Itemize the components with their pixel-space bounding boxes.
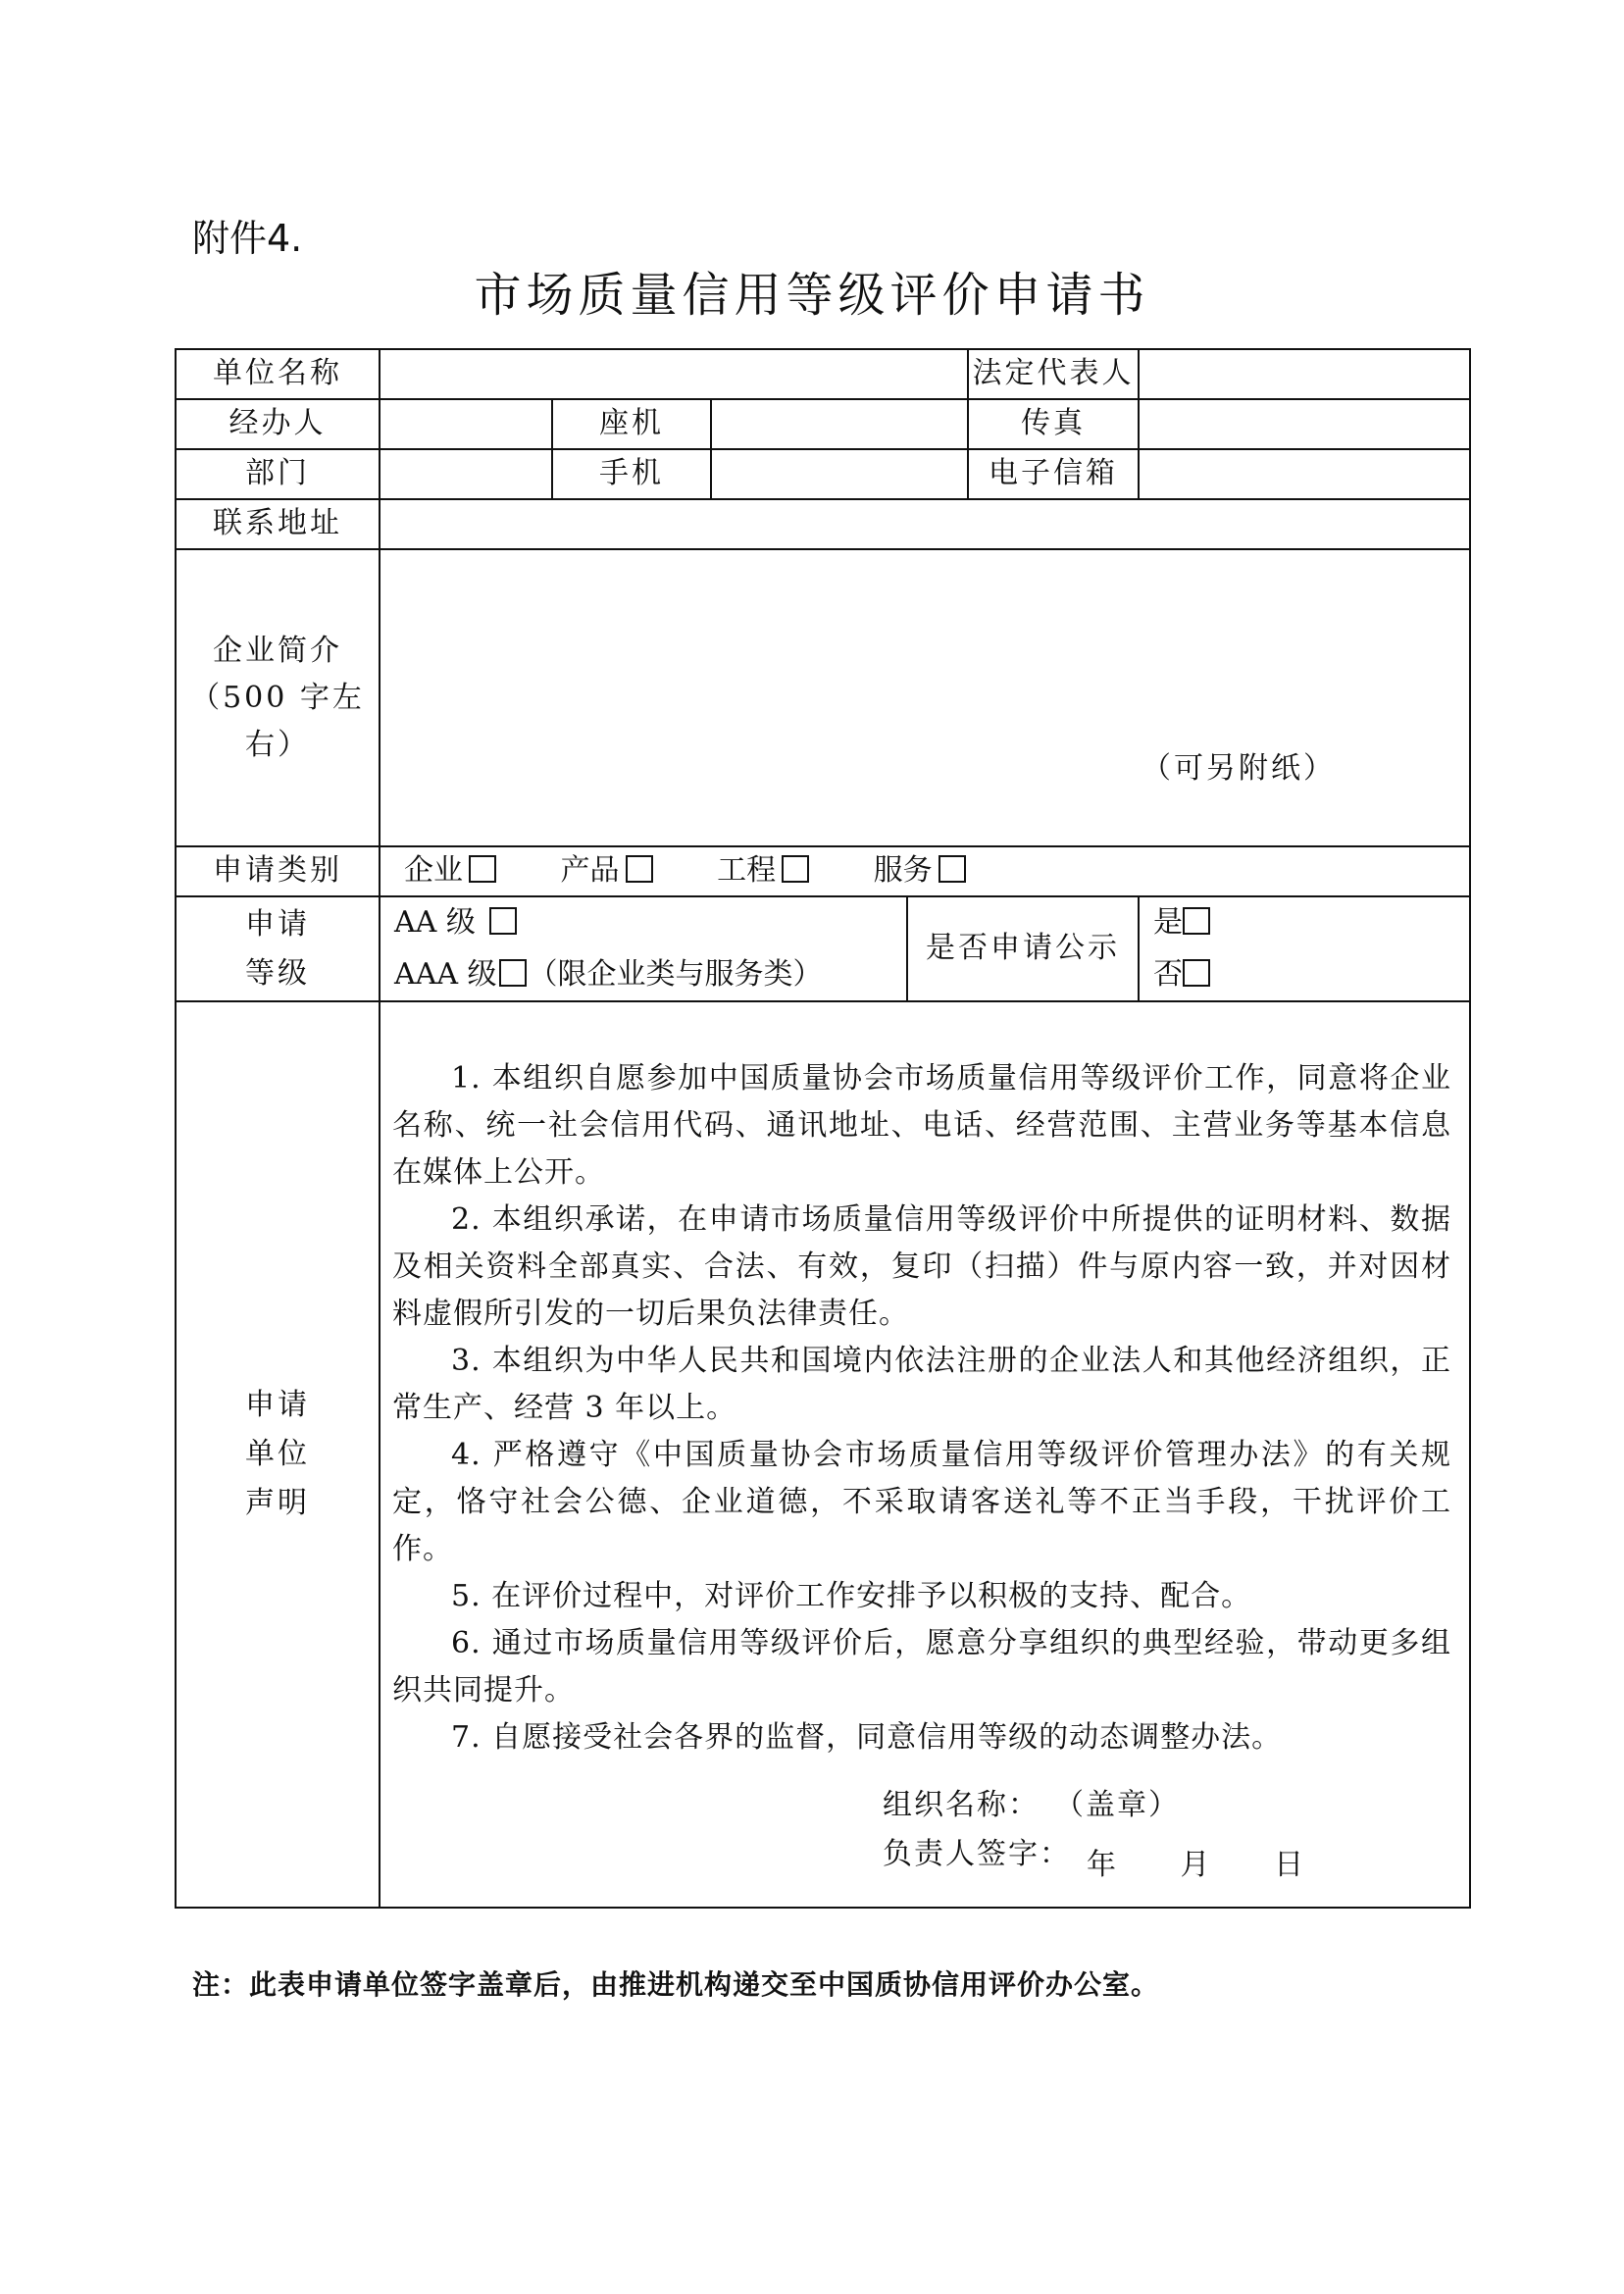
org-name-label: 组织名称： bbox=[883, 1788, 1040, 1822]
company-intro-label bbox=[176, 549, 380, 846]
checkbox-enterprise[interactable] bbox=[469, 855, 496, 883]
application-form-table bbox=[175, 348, 1471, 1909]
row-level bbox=[176, 896, 1470, 1001]
declaration-content bbox=[380, 1001, 1470, 1908]
unit-name-label: 单位名称 bbox=[176, 349, 380, 399]
checkbox-aaa[interactable] bbox=[499, 959, 527, 987]
department-field[interactable] bbox=[380, 449, 552, 499]
checkbox-product[interactable] bbox=[626, 855, 653, 883]
category-engineering-label: 工程 bbox=[717, 853, 777, 889]
date-day-label: 日 bbox=[1274, 1847, 1306, 1882]
category-label: 申请类别 bbox=[176, 846, 380, 896]
checkbox-publicity-yes[interactable] bbox=[1183, 907, 1210, 935]
declaration-item: 5. 在评价过程中，对评价工作安排予以积极的支持、配合。 bbox=[451, 1579, 1252, 1613]
category-option-engineering[interactable] bbox=[717, 853, 809, 888]
declaration-item: 3. 本组织为中华人民共和国境内依法注册的企业法人和其他经济组织，正常生产、经营 3 年以上。 bbox=[392, 1344, 1451, 1425]
level-label-line: 等级 bbox=[245, 955, 310, 991]
date-line[interactable] bbox=[1087, 1846, 1356, 1886]
mobile-field[interactable] bbox=[711, 449, 968, 499]
email-label: 电子信箱 bbox=[968, 449, 1139, 499]
landline-label: 座机 bbox=[552, 399, 711, 449]
address-field[interactable] bbox=[380, 499, 1470, 549]
level-aaa-label: AAA 级 bbox=[394, 956, 497, 992]
publicity-options bbox=[1139, 896, 1470, 1001]
date-year-label: 年 bbox=[1087, 1847, 1118, 1882]
date-month-label: 月 bbox=[1180, 1847, 1212, 1882]
declaration-label bbox=[176, 1001, 380, 1908]
declaration-item: 4. 严格遵守《中国质量协会市场质量信用等级评价管理办法》的有关规定，恪守社会公德、企业道德，不采取请客送礼等不正当手段，干扰评价工作。 bbox=[392, 1438, 1451, 1566]
row-category bbox=[176, 846, 1470, 896]
row-department bbox=[176, 449, 1470, 499]
declaration-label-line: 单位 bbox=[245, 1437, 310, 1471]
company-intro-field[interactable] bbox=[380, 549, 1470, 846]
declaration-label-line: 申请 bbox=[245, 1388, 310, 1422]
category-product-label: 产品 bbox=[560, 853, 620, 889]
category-option-service[interactable] bbox=[874, 853, 966, 888]
level-option-aa[interactable] bbox=[394, 897, 906, 949]
category-option-enterprise[interactable] bbox=[404, 853, 496, 888]
level-aaa-restriction: （限企业类与服务类） bbox=[528, 956, 823, 992]
level-label-line: 申请 bbox=[245, 906, 310, 942]
attach-extra-note: （可另附纸） bbox=[1142, 750, 1336, 786]
landline-field[interactable] bbox=[711, 399, 968, 449]
category-option-product[interactable] bbox=[561, 853, 653, 888]
declaration-item: 2. 本组织承诺，在申请市场质量信用等级评价中所提供的证明材料、数据及相关资料全部真实、合法、有效，复印（扫描）件与原内容一致，并对因材料虚假所引发的一切后果负法律责任。 bbox=[392, 1202, 1451, 1331]
document-title: 市场质量信用等级评价申请书 bbox=[474, 268, 1150, 323]
fax-field[interactable] bbox=[1139, 399, 1470, 449]
declaration-label-line: 声明 bbox=[245, 1486, 310, 1520]
level-option-aaa[interactable] bbox=[394, 949, 906, 1001]
publicity-option-yes[interactable] bbox=[1153, 897, 1469, 949]
checkbox-engineering[interactable] bbox=[782, 855, 809, 883]
publicity-yes-label: 是 bbox=[1153, 905, 1183, 940]
category-service-label: 服务 bbox=[873, 853, 933, 889]
fax-label: 传真 bbox=[968, 399, 1139, 449]
handler-label: 经办人 bbox=[176, 399, 380, 449]
legal-rep-label: 法定代表人 bbox=[968, 349, 1139, 399]
checkbox-publicity-no[interactable] bbox=[1183, 959, 1210, 987]
mobile-label: 手机 bbox=[552, 449, 711, 499]
org-name-line[interactable] bbox=[883, 1781, 1451, 1830]
level-aa-label: AA 级 bbox=[394, 905, 476, 940]
handler-field[interactable] bbox=[380, 399, 552, 449]
signer-label: 负责人签字： bbox=[883, 1837, 1071, 1871]
declaration-item: 6. 通过市场质量信用等级评价后，愿意分享组织的典型经验，带动更多组织共同提升。 bbox=[392, 1626, 1451, 1708]
declaration-item: 7. 自愿接受社会各界的监督，同意信用等级的动态调整办法。 bbox=[451, 1720, 1283, 1755]
intro-label-line: 右） bbox=[245, 727, 310, 762]
footer-note: 注：此表申请单位签字盖章后，由推进机构递交至中国质协信用评价办公室。 bbox=[192, 1968, 1160, 2001]
row-company-intro bbox=[176, 549, 1470, 846]
email-field[interactable] bbox=[1139, 449, 1470, 499]
publicity-no-label: 否 bbox=[1153, 956, 1183, 992]
department-label: 部门 bbox=[176, 449, 380, 499]
checkbox-service[interactable] bbox=[939, 855, 966, 883]
row-handler bbox=[176, 399, 1470, 449]
intro-label-line: （500 字左 bbox=[190, 680, 365, 715]
attachment-label: 附件4. bbox=[192, 217, 303, 260]
level-label bbox=[176, 896, 380, 1001]
publicity-label: 是否申请公示 bbox=[907, 896, 1139, 1001]
row-address bbox=[176, 499, 1470, 549]
row-declaration bbox=[176, 1001, 1470, 1908]
category-options bbox=[380, 846, 1470, 896]
row-unit-name bbox=[176, 349, 1470, 399]
category-enterprise-label: 企业 bbox=[404, 853, 463, 889]
unit-name-field[interactable] bbox=[380, 349, 968, 399]
level-options bbox=[380, 896, 907, 1001]
address-label: 联系地址 bbox=[176, 499, 380, 549]
publicity-option-no[interactable] bbox=[1153, 949, 1469, 1001]
seal-label: （盖章） bbox=[1069, 1788, 1180, 1822]
intro-label-line: 企业简介 bbox=[213, 633, 342, 668]
legal-rep-field[interactable] bbox=[1139, 349, 1470, 399]
checkbox-aa[interactable] bbox=[489, 907, 517, 935]
declaration-item: 1. 本组织自愿参加中国质量协会市场质量信用等级评价工作，同意将企业名称、统一社会信用代码、通讯地址、电话、经营范围、主营业务等基本信息在媒体上公开。 bbox=[392, 1061, 1451, 1190]
